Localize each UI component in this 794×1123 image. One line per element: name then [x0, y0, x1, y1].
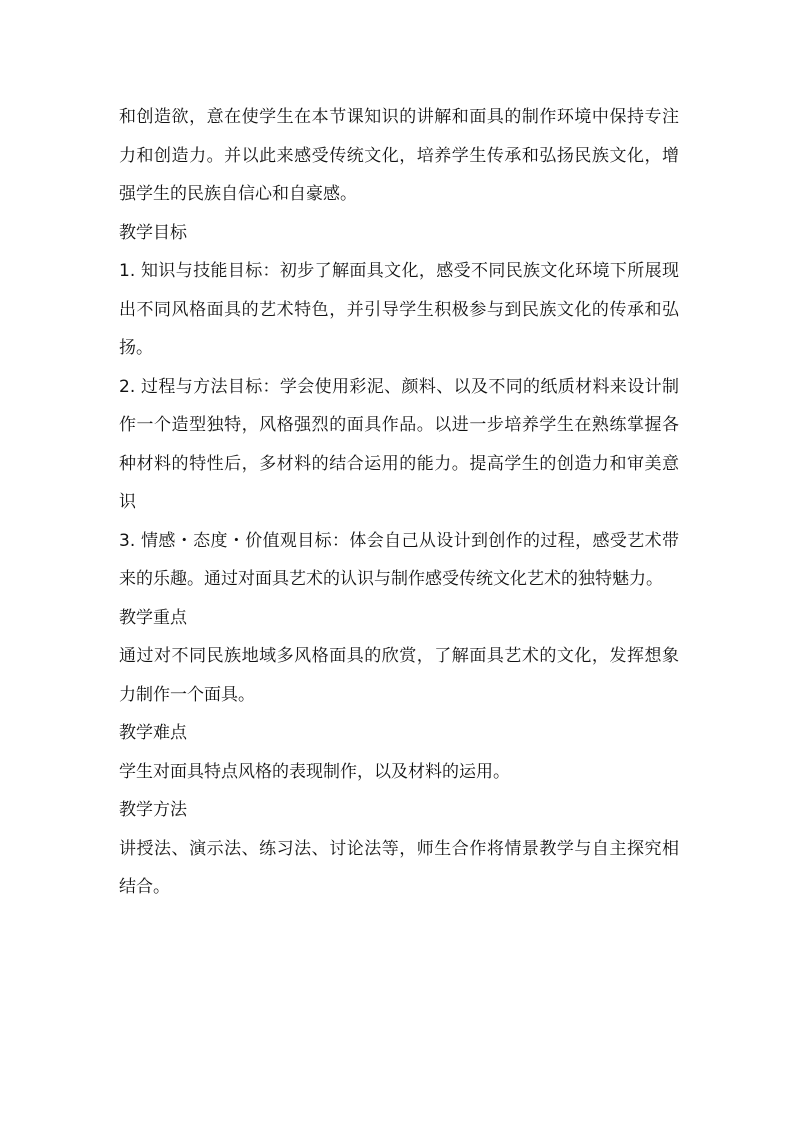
objective-knowledge-skills: 1. 知识与技能目标：初步了解面具文化，感受不同民族文化环境下所展现出不同风格面具的艺术特色，并引导学生积极参与到民族文化的传承和弘扬。 — [119, 261, 679, 358]
intro-paragraph: 和创造欲，意在使学生在本节课知识的讲解和面具的制作环境中保持专注力和创造力。并以此来感受传统文化，培养学生传承和弘扬民族文化，增强学生的民族自信心和自豪感。 — [119, 107, 679, 204]
document-body — [119, 98, 679, 907]
heading-teaching-focus: 教学重点 — [119, 607, 187, 628]
heading-teaching-difficulty: 教学难点 — [119, 723, 187, 743]
teaching-focus-text: 通过对不同民族地域多风格面具的欣赏，了解面具艺术的文化，发挥想象力制作一个面具。 — [119, 646, 679, 705]
teaching-difficulty-text: 学生对面具特点风格的表现制作，以及材料的运用。 — [119, 761, 510, 782]
objective-process-methods: 2. 过程与方法目标：学会使用彩泥、颜料、以及不同的纸质材料来设计制作一个造型独特，风格强烈的面具作品。以进一步培养学生在熟练掌握各种材料的特性后，多材料的结合运用的能力。提高学生的创造力和审美意识 — [119, 376, 679, 512]
heading-teaching-objectives: 教学目标 — [119, 222, 187, 243]
teaching-methods-text: 讲授法、演示法、练习法、讨论法等，师生合作将情景教学与自主探究相结合。 — [119, 838, 679, 897]
heading-teaching-methods: 教学方法 — [119, 800, 187, 820]
objective-emotion-values: 3. 情感・态度・价值观目标：体会自己从设计到创作的过程，感受艺术带来的乐趣。通过对面具艺术的认识与制作感受传统文化艺术的独特魅力。 — [119, 530, 679, 589]
